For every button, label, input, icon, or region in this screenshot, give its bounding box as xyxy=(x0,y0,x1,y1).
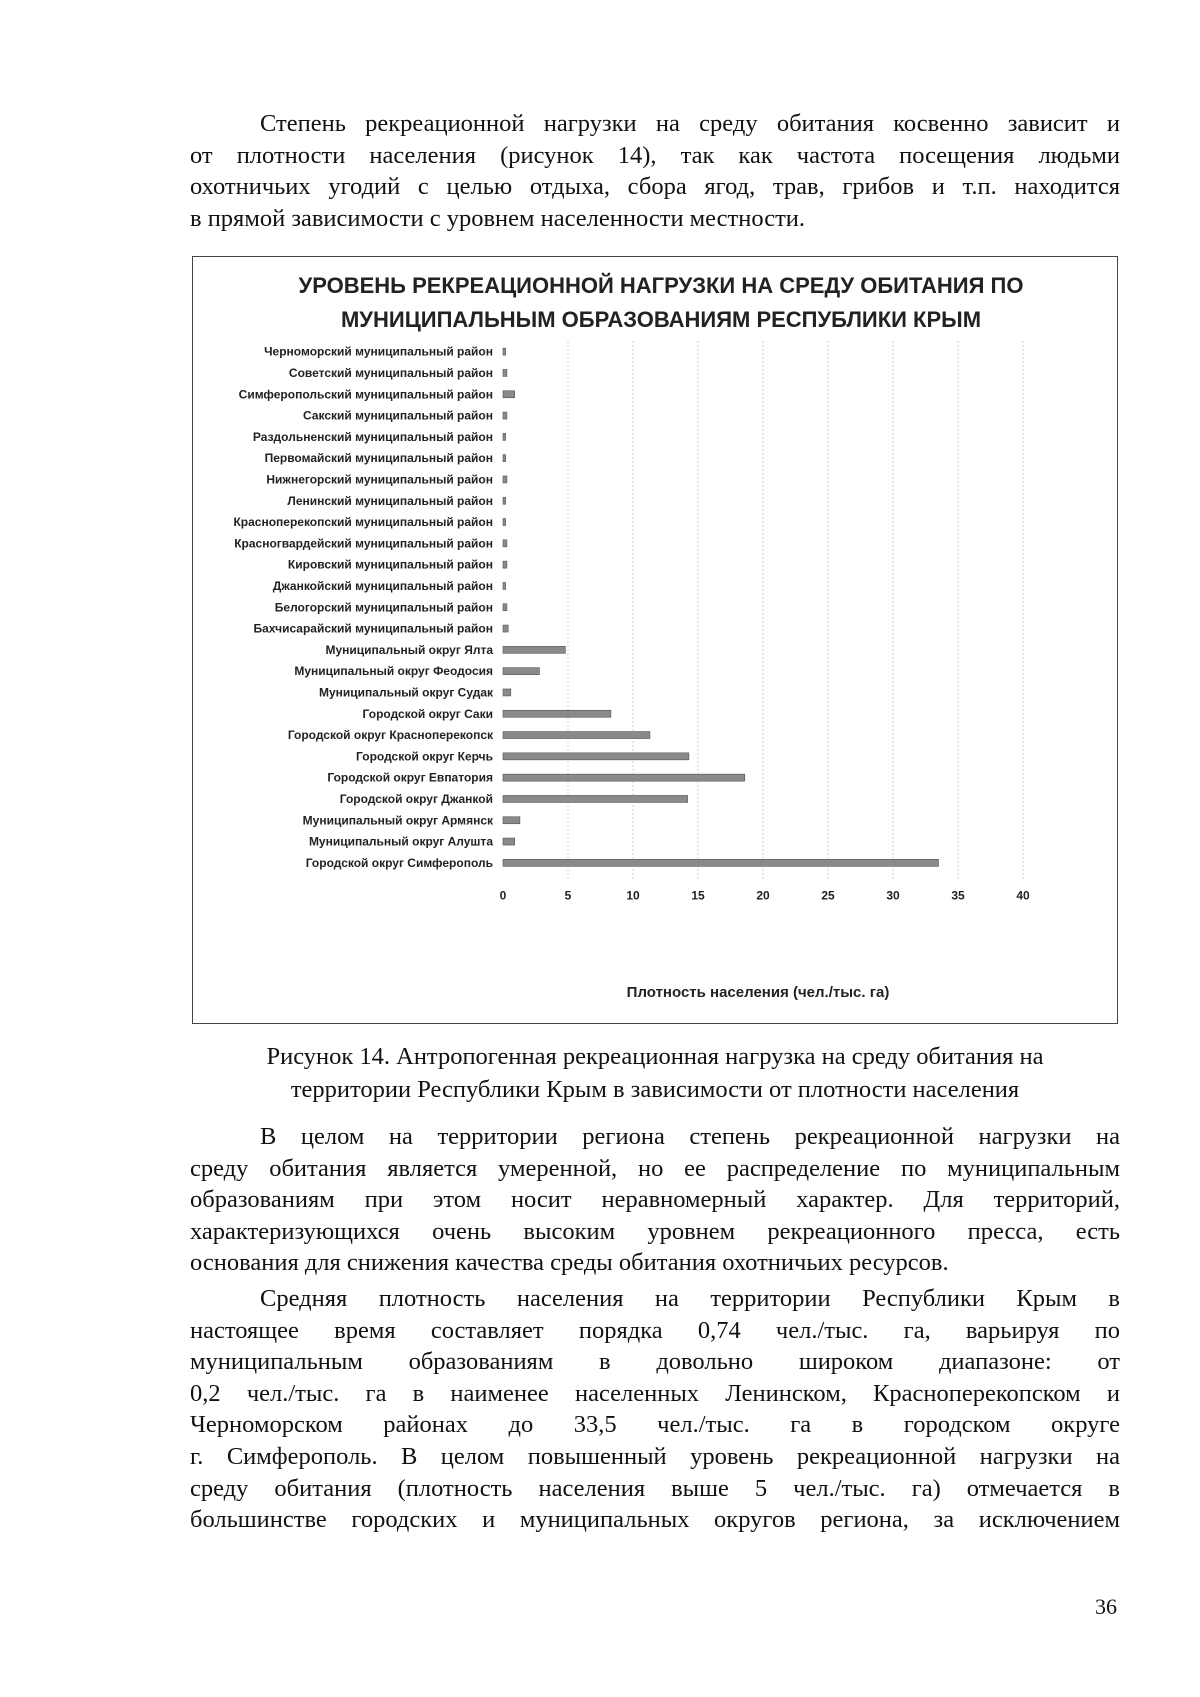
chart-x-tick-label: 10 xyxy=(626,888,640,903)
paragraph-overall-assessment xyxy=(190,1121,1120,1279)
chart-category-label: Раздольненский муниципальный район xyxy=(252,429,493,444)
chart-bar xyxy=(503,774,745,781)
chart-x-tick-label: 30 xyxy=(886,888,900,903)
chart-x-tick-label: 20 xyxy=(756,888,770,903)
chart-category-label: Красногвардейский муниципальный район xyxy=(234,536,493,551)
text-line: среду обитания является умеренной, но ее распределение по муниципальным xyxy=(190,1154,1120,1182)
text-line: от плотности населения (рисунок 14), так как частота посещения людьми xyxy=(190,141,1120,169)
chart-category-label: Городской округ Саки xyxy=(362,706,493,721)
text-line: среду обитания (плотность населения выше 5 чел./тыс. га) отмечается в xyxy=(190,1474,1120,1502)
text-line: 0,2 чел./тыс. га в наименее населенных Ленинском, Красноперекопском и xyxy=(190,1379,1120,1407)
paragraph-recreational-load-intro xyxy=(190,108,1120,234)
chart-bar xyxy=(503,795,688,802)
chart-category-label: Черноморский муниципальный район xyxy=(264,344,493,359)
text-line: характеризующихся очень высоким уровнем рекреационного пресса, есть xyxy=(190,1217,1120,1245)
chart-bar xyxy=(503,689,511,696)
chart-category-label: Муниципальный округ Ялта xyxy=(325,642,493,657)
chart-bar xyxy=(503,348,506,355)
chart-category-label: Городской округ Керчь xyxy=(356,749,493,764)
text-line: В целом на территории региона степень рекреационной нагрузки на xyxy=(260,1123,1120,1150)
chart-bar xyxy=(503,540,507,547)
chart-category-label: Белогорский муниципальный район xyxy=(274,600,493,615)
caption-line-2: территории Республики Крым в зависимости от плотности населения xyxy=(290,1076,1020,1103)
chart-bar xyxy=(503,625,508,632)
chart-category-label: Городской округ Симферополь xyxy=(305,855,493,870)
text-line: Черноморском районах до 33,5 чел./тыс. га в городском округе xyxy=(190,1411,1120,1439)
chart-category-labels xyxy=(233,345,494,870)
text-line: образованиям при этом носит неравномерный характер. Для территорий, xyxy=(190,1186,1120,1214)
chart-bar xyxy=(503,561,507,568)
chart-bar xyxy=(503,710,611,717)
chart-category-label: Советский муниципальный район xyxy=(288,365,493,380)
chart-bar xyxy=(503,497,506,504)
chart-bar xyxy=(503,646,565,653)
text-line: муниципальным образованиям в довольно широком диапазоне: от xyxy=(190,1348,1120,1376)
page-number: 36 xyxy=(1095,1594,1117,1619)
chart-category-label: Первомайский муниципальный район xyxy=(264,451,493,466)
chart-bar xyxy=(503,604,507,611)
chart-title-line-1: УРОВЕНЬ РЕКРЕАЦИОННОЙ НАГРУЗКИ НА СРЕДУ ОБИТАНИЯ ПО xyxy=(298,273,1024,298)
figure-chart-frame xyxy=(192,256,1118,1024)
chart-bar xyxy=(503,369,507,376)
chart-category-label: Симферопольский муниципальный район xyxy=(238,387,493,402)
text-line: основания для снижения качества среды обитания охотничьих ресурсов. xyxy=(190,1249,949,1277)
population-density-bar-chart xyxy=(193,257,1119,1025)
chart-category-label: Бахчисарайский муниципальный район xyxy=(253,621,493,636)
text-line: настоящее время составляет порядка 0,74 чел./тыс. га, варьируя по xyxy=(190,1316,1120,1344)
text-line: Средняя плотность населения на территории Республики Крым в xyxy=(260,1285,1120,1312)
chart-x-tick-label: 25 xyxy=(821,888,835,903)
chart-category-label: Красноперекопский муниципальный район xyxy=(233,515,493,530)
chart-category-label: Муниципальный округ Алушта xyxy=(308,834,493,849)
chart-bar xyxy=(503,476,507,483)
text-line: охотничьих угодий с целью отдыха, сбора ягод, трав, грибов и т.п. находится xyxy=(190,173,1120,201)
chart-category-label: Муниципальный округ Судак xyxy=(318,685,493,700)
chart-category-label: Сакский муниципальный район xyxy=(303,408,493,423)
figure-caption xyxy=(190,1040,1120,1106)
chart-category-label: Муниципальный округ Армянск xyxy=(302,813,493,828)
chart-bar xyxy=(503,519,506,526)
chart-bar xyxy=(503,668,539,675)
chart-bar xyxy=(503,455,506,462)
chart-bar xyxy=(503,817,520,824)
chart-x-tick-labels xyxy=(500,889,1030,903)
chart-bar xyxy=(503,838,515,845)
chart-category-label: Нижнегорский муниципальный район xyxy=(266,472,493,487)
chart-category-label: Городской округ Красноперекопск xyxy=(287,728,493,743)
chart-bar xyxy=(503,433,506,440)
chart-category-label: Муниципальный округ Феодосия xyxy=(294,664,493,679)
chart-bar xyxy=(503,582,506,589)
chart-bar xyxy=(503,753,689,760)
chart-category-label: Городской округ Евпатория xyxy=(327,770,493,785)
text-line: в прямой зависимости с уровнем населенности местности. xyxy=(190,204,806,232)
text-line: г. Симферополь. В целом повышенный уровень рекреационной нагрузки на xyxy=(190,1442,1120,1470)
paragraph-average-density xyxy=(190,1283,1120,1536)
chart-x-tick-label: 15 xyxy=(691,888,705,903)
chart-bar xyxy=(503,412,507,419)
chart-category-label: Кировский муниципальный район xyxy=(287,557,493,572)
chart-x-tick-label: 40 xyxy=(1016,888,1030,903)
chart-bar xyxy=(503,732,650,739)
chart-x-tick-label: 35 xyxy=(951,888,965,903)
chart-category-label: Городской округ Джанкой xyxy=(339,791,493,806)
text-line: большинстве городских и муниципальных округов региона, за исключением xyxy=(190,1506,1120,1534)
chart-title-line-2: МУНИЦИПАЛЬНЫМ ОБРАЗОВАНИЯМ РЕСПУБЛИКИ КРЫМ xyxy=(340,307,982,332)
text-line: Степень рекреационной нагрузки на среду обитания косвенно зависит и xyxy=(260,110,1120,137)
chart-bar xyxy=(503,859,939,866)
chart-category-label: Джанкойский муниципальный район xyxy=(272,578,493,593)
caption-line-1: Рисунок 14. Антропогенная рекреационная нагрузка на среду обитания на xyxy=(266,1043,1044,1070)
chart-category-label: Ленинский муниципальный район xyxy=(287,493,493,508)
chart-bar xyxy=(503,391,515,398)
chart-x-axis-label: Плотность населения (чел./тыс. га) xyxy=(626,984,890,1001)
chart-x-tick-label: 5 xyxy=(564,888,572,903)
chart-x-tick-label: 0 xyxy=(499,888,507,903)
